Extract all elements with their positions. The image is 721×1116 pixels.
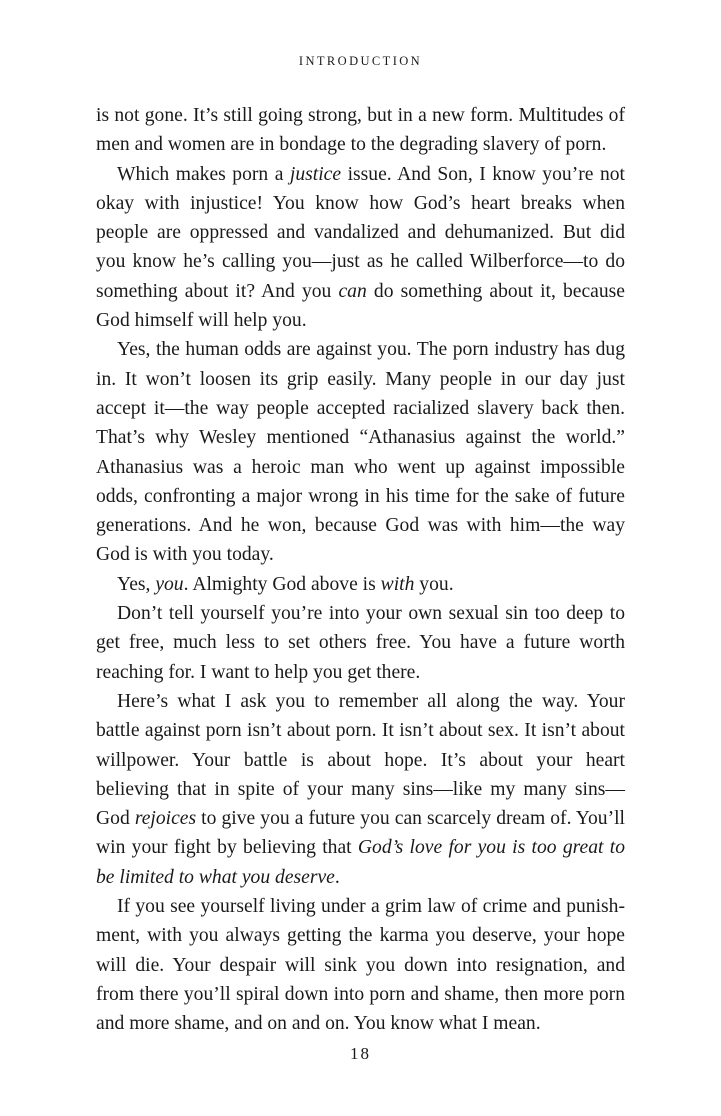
paragraph <box>96 335 625 569</box>
emphasis-segment: rejoices <box>134 808 197 830</box>
text-segment: . Almighty God above is <box>183 573 381 595</box>
text-segment: Yes, <box>117 573 156 595</box>
running-head: INTRODUCTION <box>298 54 423 68</box>
emphasis-segment: can <box>338 280 367 302</box>
emphasis-segment: God’s love for you is too great to be limited to what you deserve <box>96 837 625 888</box>
text-segment: you. <box>414 573 454 595</box>
paragraph <box>96 160 625 336</box>
text-segment: do something about it, because God himself will help you. <box>96 280 625 332</box>
body-text <box>96 101 625 1039</box>
text-segment: Yes, the human odds are against you. The porn industry has dug in. It won’t loosen its grip easily. Many people in our day just accept it—the way people accepted racialized slavery back then. That’s why Wesley mentioned “Athanasius against the world.” Athanasius was a heroic man who went up against impossible odds, confronting a major wrong in his time for the sake of future generations. And he won, because God was with him—the way God is with you today. <box>96 339 625 566</box>
text-segment: issue. And Son, I know you’re not okay with injustice! You know how God’s heart breaks when people are oppressed and vandalized and dehumanized. But did you know he’s calling you—just as he called Wilberforce—to do something about it? And you <box>96 163 625 302</box>
paragraph <box>96 101 625 160</box>
text-segment: to give you a future you can scarcely dream of. You’ll win your fight by believing that <box>96 808 625 859</box>
page-number: 18 <box>350 1044 371 1063</box>
text-segment: If you see yourself living under a grim law of crime and punishment, with you always getting the karma you deserve, your hope will die. Your despair will sink you down into resignation, and from there you’ll spiral down into porn and shame, then more porn and more shame, and on and on. You know what I mean. <box>96 896 625 1035</box>
text-segment: Here’s what I ask you to remember all along the way. Your battle against porn isn’t about porn. It isn’t about sex. It isn’t about willpower. Your battle is about hope. It’s about your heart believing that in spite of your many sins—like my many sins—God <box>96 690 625 830</box>
emphasis-segment: with <box>380 573 415 595</box>
text-segment: Which makes porn a <box>117 163 290 185</box>
paragraph <box>96 892 625 1038</box>
paragraph <box>96 570 625 599</box>
text-segment: . <box>334 866 340 888</box>
emphasis-segment: you <box>155 573 184 595</box>
emphasis-segment: justice <box>289 163 342 185</box>
paragraph <box>96 687 625 892</box>
text-segment: is not gone. It’s still going strong, but in a new form. Multitudes of men and women are in bondage to the degrading slavery of porn. <box>96 105 625 156</box>
text-segment: Don’t tell yourself you’re into your own sexual sin too deep to get free, much less to set others free. You have a future worth reaching for. I want to help you get there. <box>96 603 625 683</box>
paragraph <box>96 599 625 687</box>
